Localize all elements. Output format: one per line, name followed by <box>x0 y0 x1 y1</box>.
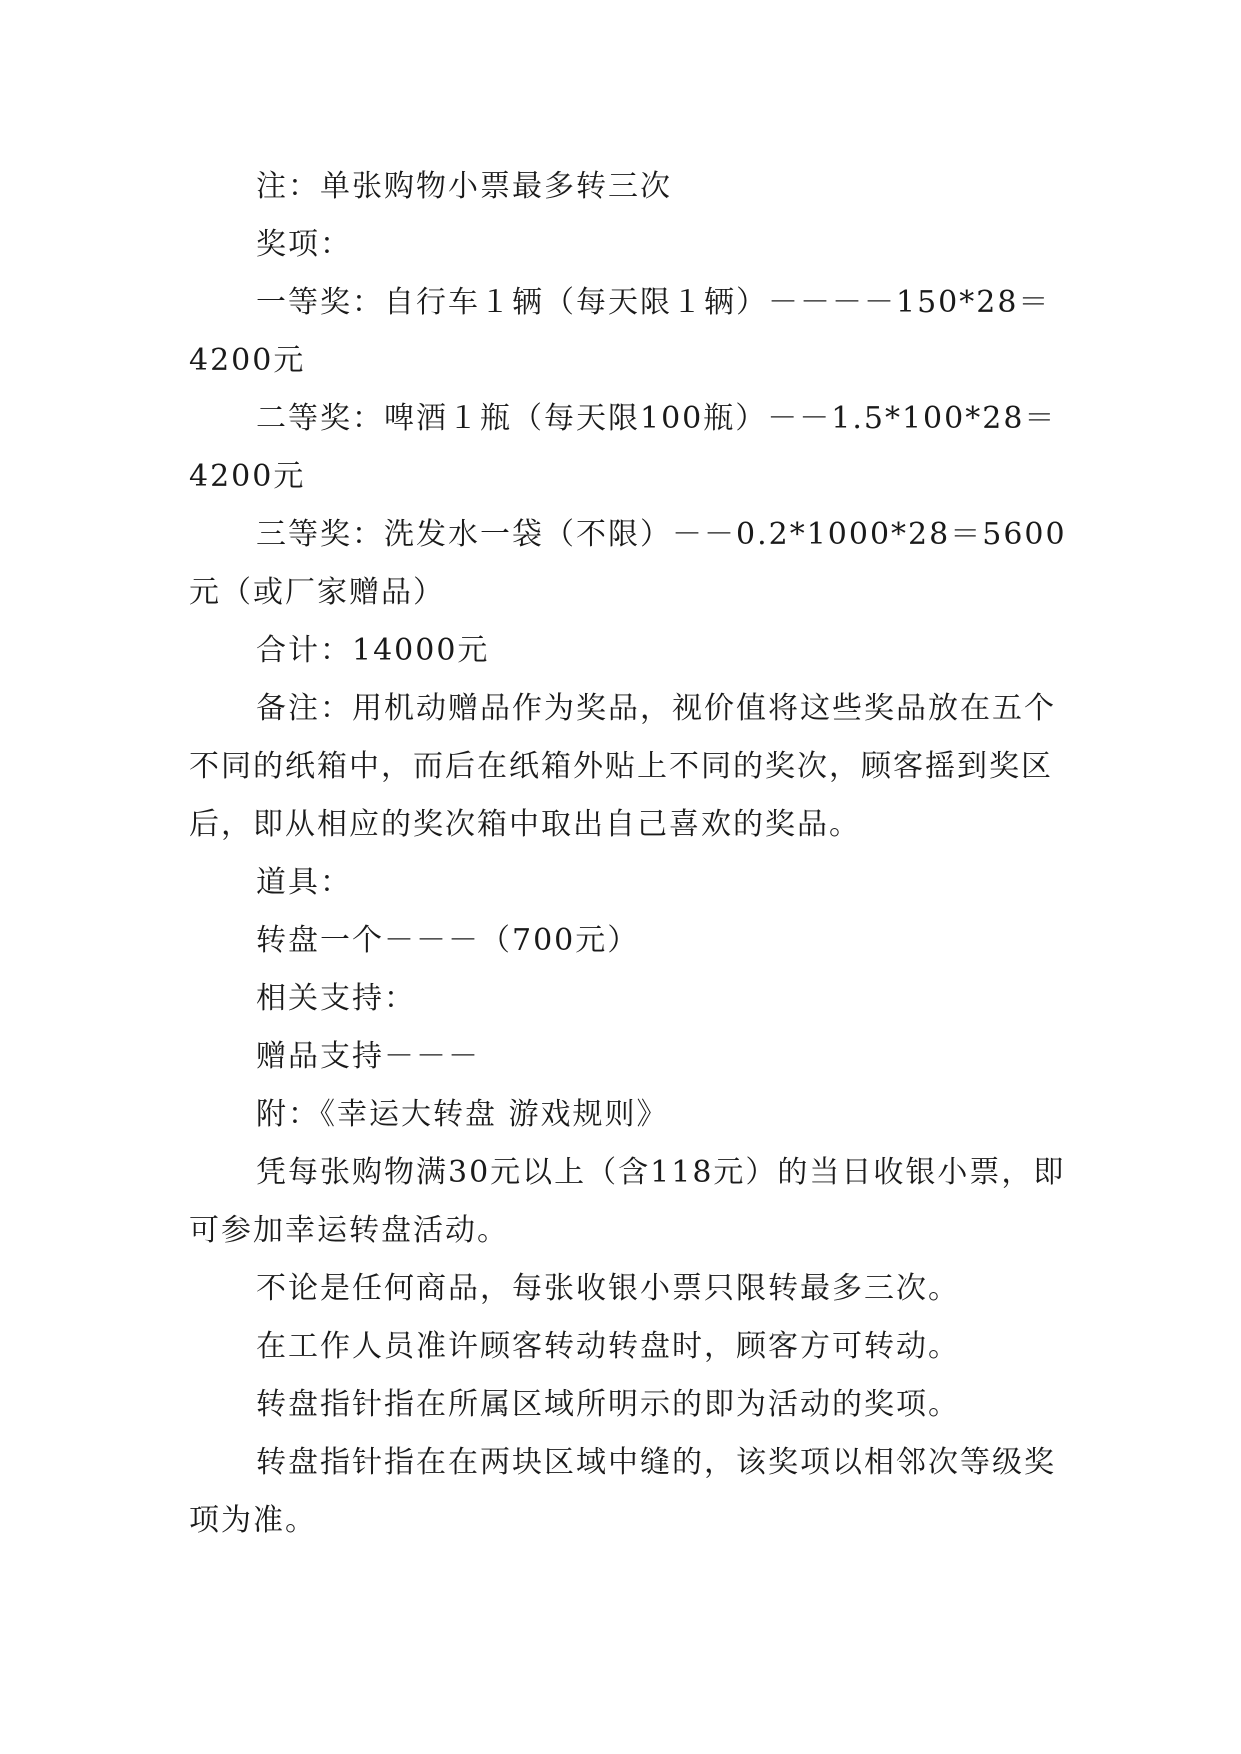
paragraph-gift-support: 赠品支持－－－ <box>256 1039 480 1074</box>
paragraph-rule-2: 不论是任何商品，每张收银小票只限转最多三次。 <box>256 1271 960 1306</box>
paragraph-rule-4: 转盘指针指在所属区域所明示的即为活动的奖项。 <box>256 1387 960 1422</box>
paragraph-second-prize: 二等奖：啤酒１瓶（每天限100瓶）－－1.5*100*28＝4200元 <box>189 401 1057 494</box>
paragraph-rule-1: 凭每张购物满30元以上（含118元）的当日收银小票，即可参加幸运转盘活动。 <box>189 1155 1066 1248</box>
paragraph-rule-5: 转盘指针指在在两块区域中缝的，该奖项以相邻次等级奖项为准。 <box>189 1445 1056 1538</box>
paragraph-rules-title: 附：《幸运大转盘 游戏规则》 <box>256 1097 669 1132</box>
paragraph-first-prize: 一等奖：自行车１辆（每天限１辆）－－－－150*28＝4200元 <box>189 285 1051 378</box>
paragraph-rule-3: 在工作人员准许顾客转动转盘时，顾客方可转动。 <box>256 1329 960 1364</box>
paragraph-note: 注：单张购物小票最多转三次 <box>256 169 672 204</box>
document-body <box>189 158 1069 1550</box>
paragraph-support-heading: 相关支持： <box>256 981 416 1016</box>
paragraph-props-heading: 道具： <box>256 865 352 900</box>
paragraph-remarks: 备注：用机动赠品作为奖品，视价值将这些奖品放在五个不同的纸箱中，而后在纸箱外贴上不同的奖次，顾客摇到奖区后，即从相应的奖次箱中取出自己喜欢的奖品。 <box>189 691 1056 842</box>
paragraph-prizes-heading: 奖项： <box>256 227 352 262</box>
paragraph-third-prize: 三等奖：洗发水一袋（不限）－－0.2*1000*28＝5600元（或厂家赠品） <box>189 517 1067 610</box>
paragraph-total: 合计：14000元 <box>256 633 490 668</box>
paragraph-wheel: 转盘一个－－－（700元） <box>256 923 640 958</box>
